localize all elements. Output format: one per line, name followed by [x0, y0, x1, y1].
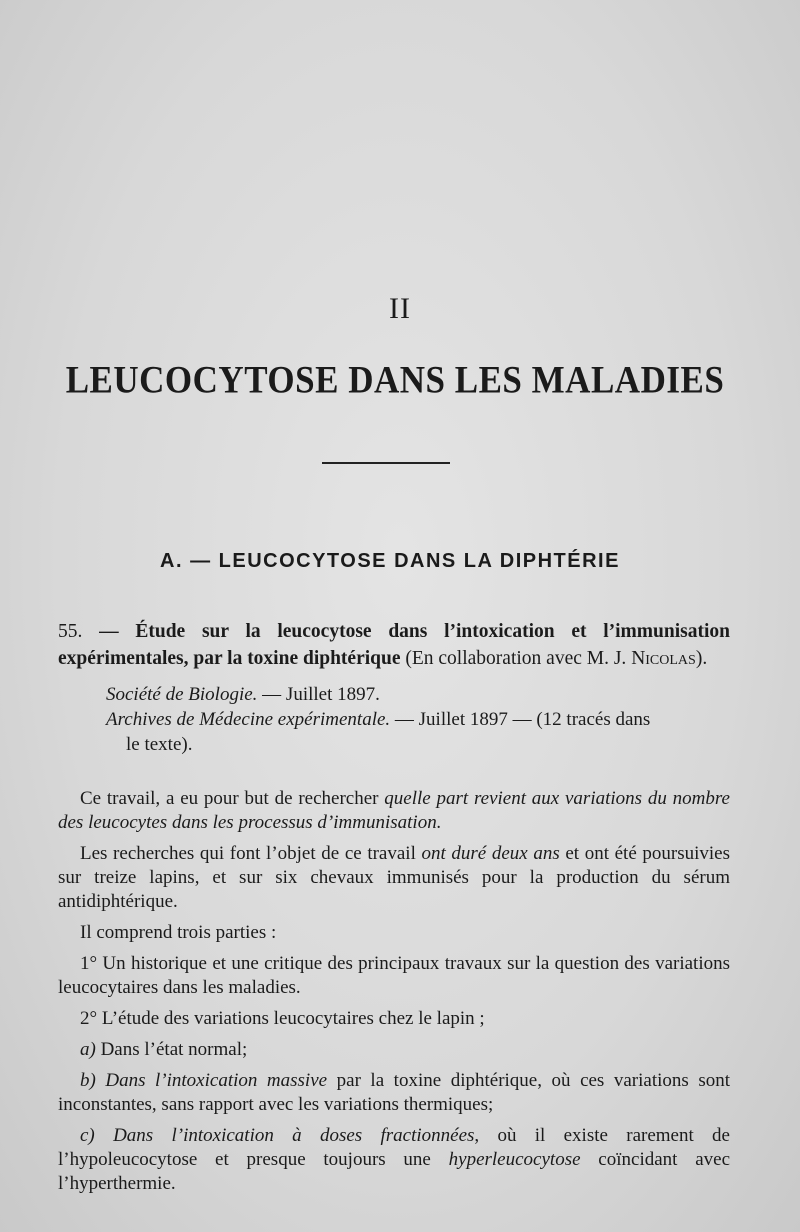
paragraph: 1° Un historique et une critique des principaux travaux sur la question des variations leucocytaires dans les maladies. — [58, 953, 730, 998]
list-label: c) — [80, 1125, 95, 1146]
references-list — [106, 682, 730, 757]
chapter-number: II — [389, 292, 411, 325]
text-run: Dans l’état normal; — [95, 1039, 248, 1060]
emphasis: quelle part revient aux variations du nombre des leucocytes dans les processus d’immunisation. — [58, 788, 730, 833]
text-run: et ont été poursuivies sur treize lapins, et sur six chevaux immunisés pour la production du sérum antidiphtérique. — [58, 843, 730, 912]
reference-detail: — Juillet 1897 — (12 tracés dans — [390, 709, 651, 730]
emphasis: Dans l’intoxication à doses fractionnées — [94, 1125, 475, 1146]
emphasis: hyperleucocytose — [448, 1149, 581, 1170]
reference-item — [106, 707, 730, 732]
paragraph: 2° L’étude des variations leucocytaires chez le lapin ; — [80, 1008, 485, 1029]
section-title: A. — LEUCOCYTOSE DANS LA DIPHTÉRIE — [160, 550, 620, 572]
text-run: Les recherches qui font l’objet de ce travail — [80, 843, 422, 864]
chapter-title: LEUCOCYTOSE DANS LES MALADIES — [65, 357, 725, 402]
text-run: par la toxine diphtérique, où ces variations sont inconstantes, sans rapport avec les variations thermiques; — [58, 1070, 731, 1115]
reference-item — [106, 682, 730, 707]
body-text — [58, 787, 730, 1196]
paragraph — [58, 787, 730, 835]
reference-journal: Archives de Médecine expérimentale. — [106, 709, 391, 730]
bibliography-entry — [58, 618, 730, 672]
paragraph — [58, 1124, 730, 1196]
paragraph: Il comprend trois parties : — [80, 922, 277, 943]
reference-continuation: le texte). — [126, 734, 193, 755]
entry-collab-suffix: ). — [695, 648, 708, 669]
paragraph — [58, 1069, 730, 1117]
paragraph — [58, 1038, 730, 1062]
divider-rule — [322, 462, 450, 464]
text-run: , où il existe rarement de l’hypoleucocytose et presque toujours une — [58, 1125, 730, 1170]
reference-detail: — Juillet 1897. — [257, 684, 380, 705]
emphasis: Dans l’intoxication massive — [95, 1070, 328, 1091]
list-label: a) — [80, 1039, 96, 1060]
reference-journal: Société de Biologie. — [106, 684, 258, 705]
entry-number: 55. — [58, 621, 83, 642]
entry-title: — Étude sur la leucocytose dans l’intoxication et l’immunisation expérimentales, par la toxine diphtérique — [58, 621, 730, 669]
entry-collab-prefix: (En collaboration avec M. J. — [400, 648, 632, 669]
paragraph — [58, 842, 730, 914]
emphasis: ont duré deux ans — [421, 843, 560, 864]
text-run: Ce travail, a eu pour but de rechercher — [80, 788, 385, 809]
text-run: coïncidant avec l’hyperthermie. — [58, 1149, 730, 1194]
list-label: b) — [80, 1070, 96, 1091]
entry-collab-name: Nicolas — [631, 648, 696, 669]
